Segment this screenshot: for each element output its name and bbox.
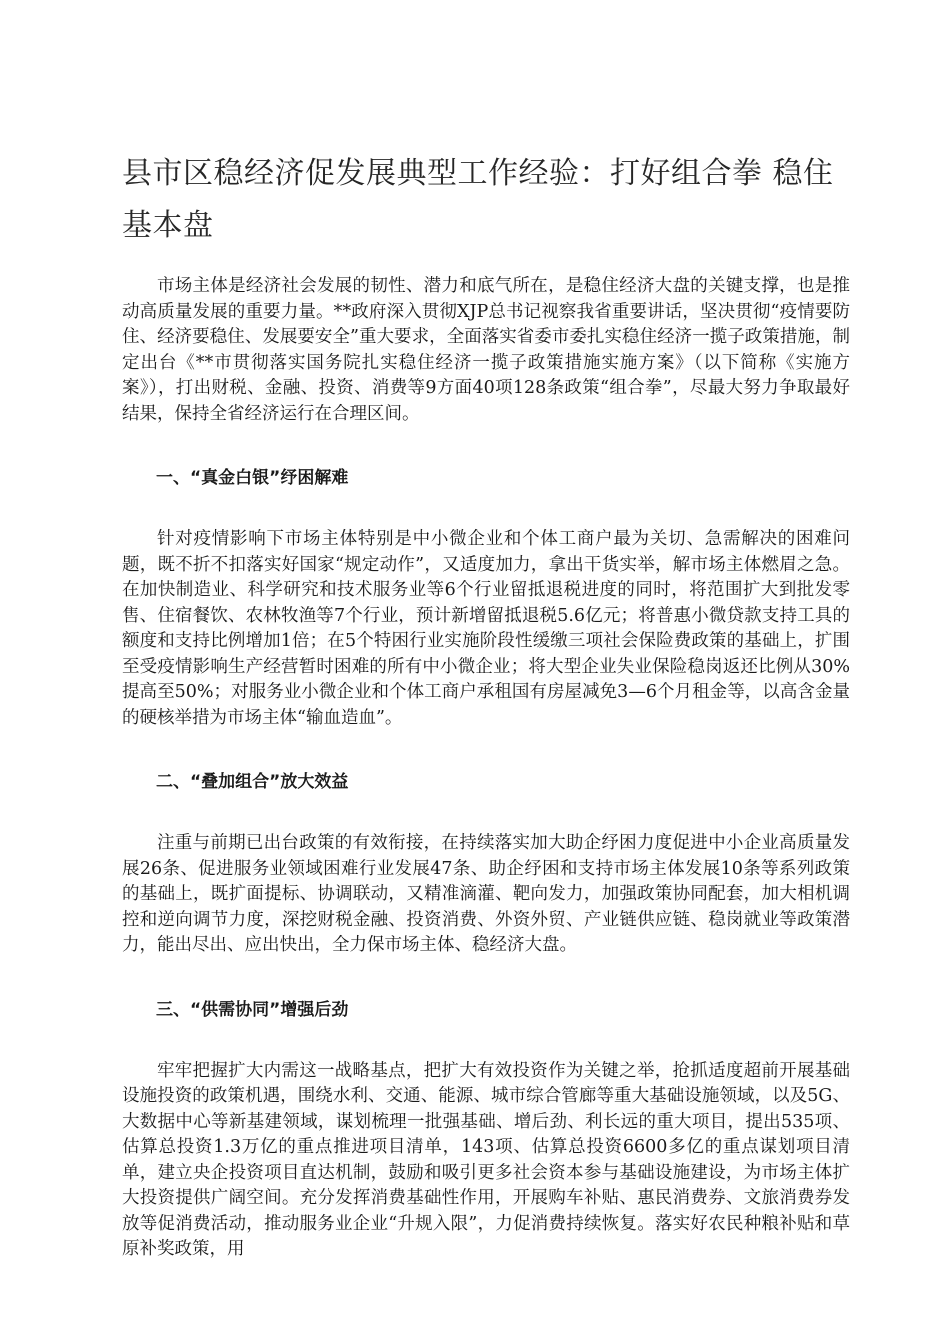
section-heading-1: 一、“真金白银”纾困解难 [156, 468, 349, 488]
section-heading-2: 二、“叠加组合”放大效益 [156, 772, 349, 792]
section-body-3: 牢牢把握扩大内需这一战略基点，把扩大有效投资作为关键之举，抢抓适度超前开展基础设施投资的政策机遇，围绕水利、交通、能源、城市综合管廊等重大基础设施领域，以及5G、大数据中心等新基建领域，谋划梳理一批强基础、增后劲、利长远的重大项目，提出535项、估算总投资1.3万亿的重点推进项目清单，143项、估算总投资6600多亿的重点谋划项目清单，建立央企投资项目直达机制，鼓励和吸引更多社会资本参与基础设施建设，为市场主体扩大投资提供广阔空间。充分发挥消费基础性作用，开展购车补贴、惠民消费券、文旅消费券发放等促消费活动，推动服务业企业“升规入限”，力促消费持续恢复。落实好农民种粮补贴和草原补奖政策，用 [122, 1060, 850, 1259]
document-title: 县市区稳经济促发展典型工作经验：打好组合拳 稳住基本盘 [122, 156, 834, 243]
intro-paragraph: 市场主体是经济社会发展的韧性、潜力和底气所在，是稳住经济大盘的关键支撑，也是推动高质量发展的重要力量。**政府深入贯彻XJP总书记视察我省重要讲话，坚决贯彻“疫情要防住、经济要稳住、发展要安全”重大要求，全面落实省委市委扎实稳住经济一揽子政策措施，制定出台《**市贯彻落实国务院扎实稳住经济一揽子政策措施实施方案》（以下简称《实施方案》），打出财税、金融、投资、消费等9方面40项128条政策“组合拳”，尽最大努力争取最好结果，保持全省经济运行在合理区间。 [122, 276, 850, 424]
section-body-1: 针对疫情影响下市场主体特别是中小微企业和个体工商户最为关切、急需解决的困难问题，既不折不扣落实好国家“规定动作”，又适度加力，拿出干货实举，解市场主体燃眉之急。在加快制造业、科学研究和技术服务业等6个行业留抵退税进度的同时，将范围扩大到批发零售、住宿餐饮、农林牧渔等7个行业，预计新增留抵退税5.6亿元；将普惠小微贷款支持工具的额度和支持比例增加1倍；在5个特困行业实施阶段性缓缴三项社会保险费政策的基础上，扩围至受疫情影响生产经营暂时困难的所有中小微企业；将大型企业失业保险稳岗返还比例从30%提高至50%；对服务业小微企业和个体工商户承租国有房屋减免3—6个月租金等，以高含金量的硬核举措为市场主体“输血造血”。 [122, 529, 850, 728]
section-body-2: 注重与前期已出台政策的有效衔接，在持续落实加大助企纾困力度促进中小企业高质量发展26条、促进服务业领域困难行业发展47条、助企纾困和支持市场主体发展10条等系列政策的基础上，既扩面提标、协调联动，又精准滴灌、靶向发力，加强政策协同配套，加大相机调控和逆向调节力度，深挖财税金融、投资消费、外资外贸、产业链供应链、稳岗就业等政策潜力，能出尽出、应出快出，全力保市场主体、稳经济大盘。 [122, 833, 850, 955]
section-heading-3: 三、“供需协同”增强后劲 [156, 999, 349, 1020]
